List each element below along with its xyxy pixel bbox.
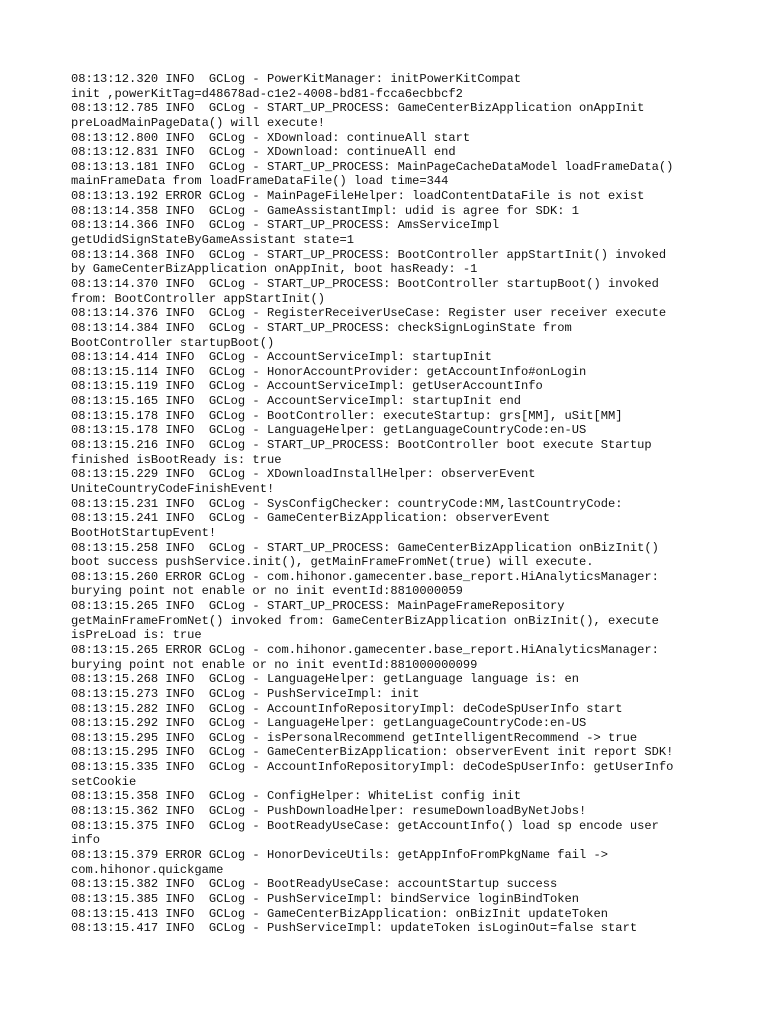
log-line: 08:13:12.800 INFO GCLog - XDownload: continueAll start xyxy=(71,130,471,145)
log-line: 08:13:14.366 INFO GCLog - START_UP_PROCESS: AmsServiceImpl xyxy=(71,218,500,233)
log-line: 08:13:15.292 INFO GCLog - LanguageHelper: getLanguageCountryCode:en-US xyxy=(71,716,587,731)
log-line: 08:13:13.181 INFO GCLog - START_UP_PROCESS: MainPageCacheDataModel loadFrameData() xyxy=(71,159,674,174)
log-line: 08:13:15.273 INFO GCLog - PushServiceImpl: init xyxy=(71,686,420,701)
log-line: 08:13:15.379 ERROR GCLog - HonorDeviceUtils: getAppInfoFromPkgName fail -> xyxy=(71,847,609,862)
log-line: 08:13:12.785 INFO GCLog - START_UP_PROCESS: GameCenterBizApplication onAppInit xyxy=(71,101,645,116)
log-line: boot success pushService.init(), getMainFrameFromNet(true) will execute. xyxy=(71,555,594,570)
log-line: 08:13:14.370 INFO GCLog - START_UP_PROCESS: BootController startupBoot() invoked xyxy=(71,276,659,291)
log-line: 08:13:15.241 INFO GCLog - GameCenterBizApplication: observerEvent xyxy=(71,511,550,526)
log-line: 08:13:15.295 INFO GCLog - isPersonalRecommend getIntelligentRecommend -> true xyxy=(71,730,638,745)
log-line: 08:13:15.413 INFO GCLog - GameCenterBizApplication: onBizInit updateToken xyxy=(71,906,609,921)
log-line: 08:13:15.258 INFO GCLog - START_UP_PROCESS: GameCenterBizApplication onBizInit() xyxy=(71,540,659,555)
log-line: 08:13:15.268 INFO GCLog - LanguageHelper: getLanguage language is: en xyxy=(71,672,580,687)
log-line: 08:13:15.417 INFO GCLog - PushServiceImpl: updateToken isLoginOut=false start xyxy=(71,921,638,936)
log-line: 08:13:15.282 INFO GCLog - AccountInfoRepositoryImpl: deCodeSpUserInfo start xyxy=(71,701,623,716)
log-line: BootHotStartupEvent! xyxy=(71,525,217,540)
log-line: init ,powerKitTag=d48678ad-c1e2-4008-bd81-fcca6ecbbcf2 xyxy=(71,86,463,101)
log-line: 08:13:15.216 INFO GCLog - START_UP_PROCESS: BootController boot execute Startup xyxy=(71,438,652,453)
log-line: 08:13:14.358 INFO GCLog - GameAssistantImpl: udid is agree for SDK: 1 xyxy=(71,203,580,218)
log-line: 08:13:15.335 INFO GCLog - AccountInfoRepositoryImpl: deCodeSpUserInfo: getUserInfo xyxy=(71,760,674,775)
log-line: 08:13:15.295 INFO GCLog - GameCenterBizApplication: observerEvent init report SDK! xyxy=(71,745,674,760)
log-line: 08:13:15.358 INFO GCLog - ConfigHelper: WhiteList config init xyxy=(71,789,521,804)
log-line: com.hihonor.quickgame xyxy=(71,862,224,877)
log-line: BootController startupBoot() xyxy=(71,335,275,350)
log-line: 08:13:15.265 INFO GCLog - START_UP_PROCESS: MainPageFrameRepository xyxy=(71,599,565,614)
log-line: 08:13:15.375 INFO GCLog - BootReadyUseCase: getAccountInfo() load sp encode user xyxy=(71,818,659,833)
log-line: 08:13:15.385 INFO GCLog - PushServiceImpl: bindService loginBindToken xyxy=(71,891,580,906)
log-line: isPreLoad is: true xyxy=(71,628,202,643)
log-line: mainFrameData from loadFrameDataFile() load time=344 xyxy=(71,174,449,189)
log-line: 08:13:14.376 INFO GCLog - RegisterReceiverUseCase: Register user receiver execute xyxy=(71,306,667,321)
log-line: 08:13:15.382 INFO GCLog - BootReadyUseCase: accountStartup success xyxy=(71,877,558,892)
log-line: 08:13:12.831 INFO GCLog - XDownload: continueAll end xyxy=(71,145,456,160)
log-line: preLoadMainPageData() will execute! xyxy=(71,115,326,130)
log-line: by GameCenterBizApplication onAppInit, boot hasReady: -1 xyxy=(71,262,478,277)
log-line: setCookie xyxy=(71,774,137,789)
log-line: 08:13:14.414 INFO GCLog - AccountServiceImpl: startupInit xyxy=(71,350,492,365)
log-text-block xyxy=(71,72,711,936)
log-line: 08:13:12.320 INFO GCLog - PowerKitManager: initPowerKitCompat xyxy=(71,72,521,86)
log-line: burying point not enable or no init eventId:8810000059 xyxy=(71,584,463,599)
log-line: 08:13:15.178 INFO GCLog - BootController: executeStartup: grs[MM], uSit[MM] xyxy=(71,408,623,423)
log-line: 08:13:15.231 INFO GCLog - SysConfigChecker: countryCode:MM,lastCountryCode: xyxy=(71,496,623,511)
log-line: burying point not enable or no init eventId:881000000099 xyxy=(71,657,478,672)
log-line: 08:13:14.384 INFO GCLog - START_UP_PROCESS: checkSignLoginState from xyxy=(71,320,572,335)
log-line: 08:13:15.165 INFO GCLog - AccountServiceImpl: startupInit end xyxy=(71,394,521,409)
log-line: 08:13:15.229 INFO GCLog - XDownloadInstallHelper: observerEvent xyxy=(71,467,536,482)
log-line: 08:13:15.260 ERROR GCLog - com.hihonor.gamecenter.base_report.HiAnalyticsManager: xyxy=(71,569,659,584)
log-line: info xyxy=(71,833,101,848)
log-line: 08:13:15.119 INFO GCLog - AccountServiceImpl: getUserAccountInfo xyxy=(71,379,543,394)
log-line: finished isBootReady is: true xyxy=(71,452,282,467)
log-line: 08:13:15.265 ERROR GCLog - com.hihonor.gamecenter.base_report.HiAnalyticsManager: xyxy=(71,642,659,657)
log-line: getMainFrameFromNet() invoked from: GameCenterBizApplication onBizInit(), execute xyxy=(71,613,659,628)
log-line: UniteCountryCodeFinishEvent! xyxy=(71,481,275,496)
log-line: 08:13:15.178 INFO GCLog - LanguageHelper: getLanguageCountryCode:en-US xyxy=(71,423,587,438)
log-line: 08:13:13.192 ERROR GCLog - MainPageFileHelper: loadContentDataFile is not exist xyxy=(71,189,645,204)
log-line: 08:13:14.368 INFO GCLog - START_UP_PROCESS: BootController appStartInit() invoked xyxy=(71,247,667,262)
log-line: 08:13:15.362 INFO GCLog - PushDownloadHelper: resumeDownloadByNetJobs! xyxy=(71,804,587,819)
log-line: from: BootController appStartInit() xyxy=(71,291,326,306)
log-line: getUdidSignStateByGameAssistant state=1 xyxy=(71,233,355,248)
log-line: 08:13:15.114 INFO GCLog - HonorAccountProvider: getAccountInfo#onLogin xyxy=(71,364,587,379)
